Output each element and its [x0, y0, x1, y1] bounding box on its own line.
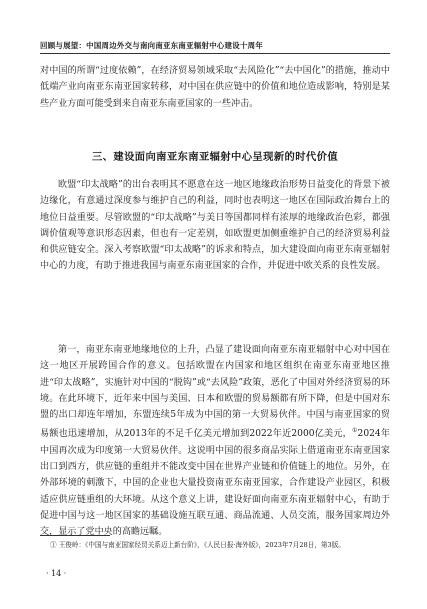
- paragraph-first-point: [40, 342, 390, 541]
- section-heading: 三、建设面向南亚东南亚辐射中心呈现新的时代价值: [91, 151, 339, 163]
- header-rule: [40, 53, 390, 54]
- footnote-rule: [40, 535, 110, 536]
- footnote-ref: ①: [351, 427, 358, 435]
- paragraph-first-point-text: 第一，南亚东南亚地缘地位的上升，凸显了建设面向南亚东南亚辐射中心对中国在这一地区开展跨国合作的意义。包括欧盟在内国家和地区组织在南亚东南亚地区推进“印太战略”，实施针对中国的“脱钩”或“去风险”政策，恶化了中国对外经济贸易的环境。在此环境下，近年来中国与美国、日本和欧盟的贸易额都有所下降，但是中国对东盟的出口却连年增加，东盟连续5年成为中国的第一大贸易伙伴。中国与南亚国家的贸易额也迅速增加，从2013年的不足千亿美元增加到2022年近2000亿美元，: [40, 345, 390, 440]
- paragraph-eu-indo-pacific: 欧盟“印太战略”的出台表明其不愿意在这一地区地缘政治形势日益变化的背景下被边缘化，有意通过深度参与维护自己的利益，同时也表明这一地区在国际政治舞台上的地位日益重要。尽管欧盟的“印太战略”与美日等国都同样有浓厚的地缘政治色彩，都强调价值观等意识形态因素，但也有一定差别，如欧盟更加侧重维护自己的经济贸易利益和供应链安全。深入考察欧盟“印太战略”的诉求和特点，加大建设面向南亚东南亚辐射中心的力度，有助于推进我国与南亚东南亚国家的合作，并促进中欧关系的良性发展。: [40, 180, 390, 272]
- footnote: ① 王俊岭：《中国与南亚国家经贸关系迈上新台阶》，《人民日报·海外版》，2023年7月28日，第3版。: [50, 541, 345, 549]
- running-header: 回顾与展望：中国周边外交与南向南亚东南亚辐射中心建设十周年: [40, 41, 264, 50]
- page-number: · 14 ·: [46, 569, 67, 578]
- paragraph-first-point-tail: 2024年中国再次成为印度第一大贸易伙伴。这说明中国的很多商品实际上借道南亚东南亚国家出口到西方，供应链的重组并不能改变中国在世界产业链和价值链上的地位。另外，在外部环境的刺激下，中国的企业也大量投资南亚东南亚国家，合作建设产业园区，积极适应供应链重组的大环境。从这个意义上讲，建设好面向南亚东南亚辐射中心，有助于促进中国与这一地区国家的基础设施互联互通、商品流通、人员交流，服务国家周边外交，显示了党中央的高瞻远瞩。: [40, 429, 390, 538]
- paragraph-intro: 对中国的所谓“过度依赖”，在经济贸易领域采取“去风险化”“去中国化”的措施，推动中低端产业向南亚东南亚国家转移，对中国在供应链中的价值和地位造成影响，特别是某些产业方面可能受到来自南亚东南亚国家的一些冲击。: [40, 66, 390, 109]
